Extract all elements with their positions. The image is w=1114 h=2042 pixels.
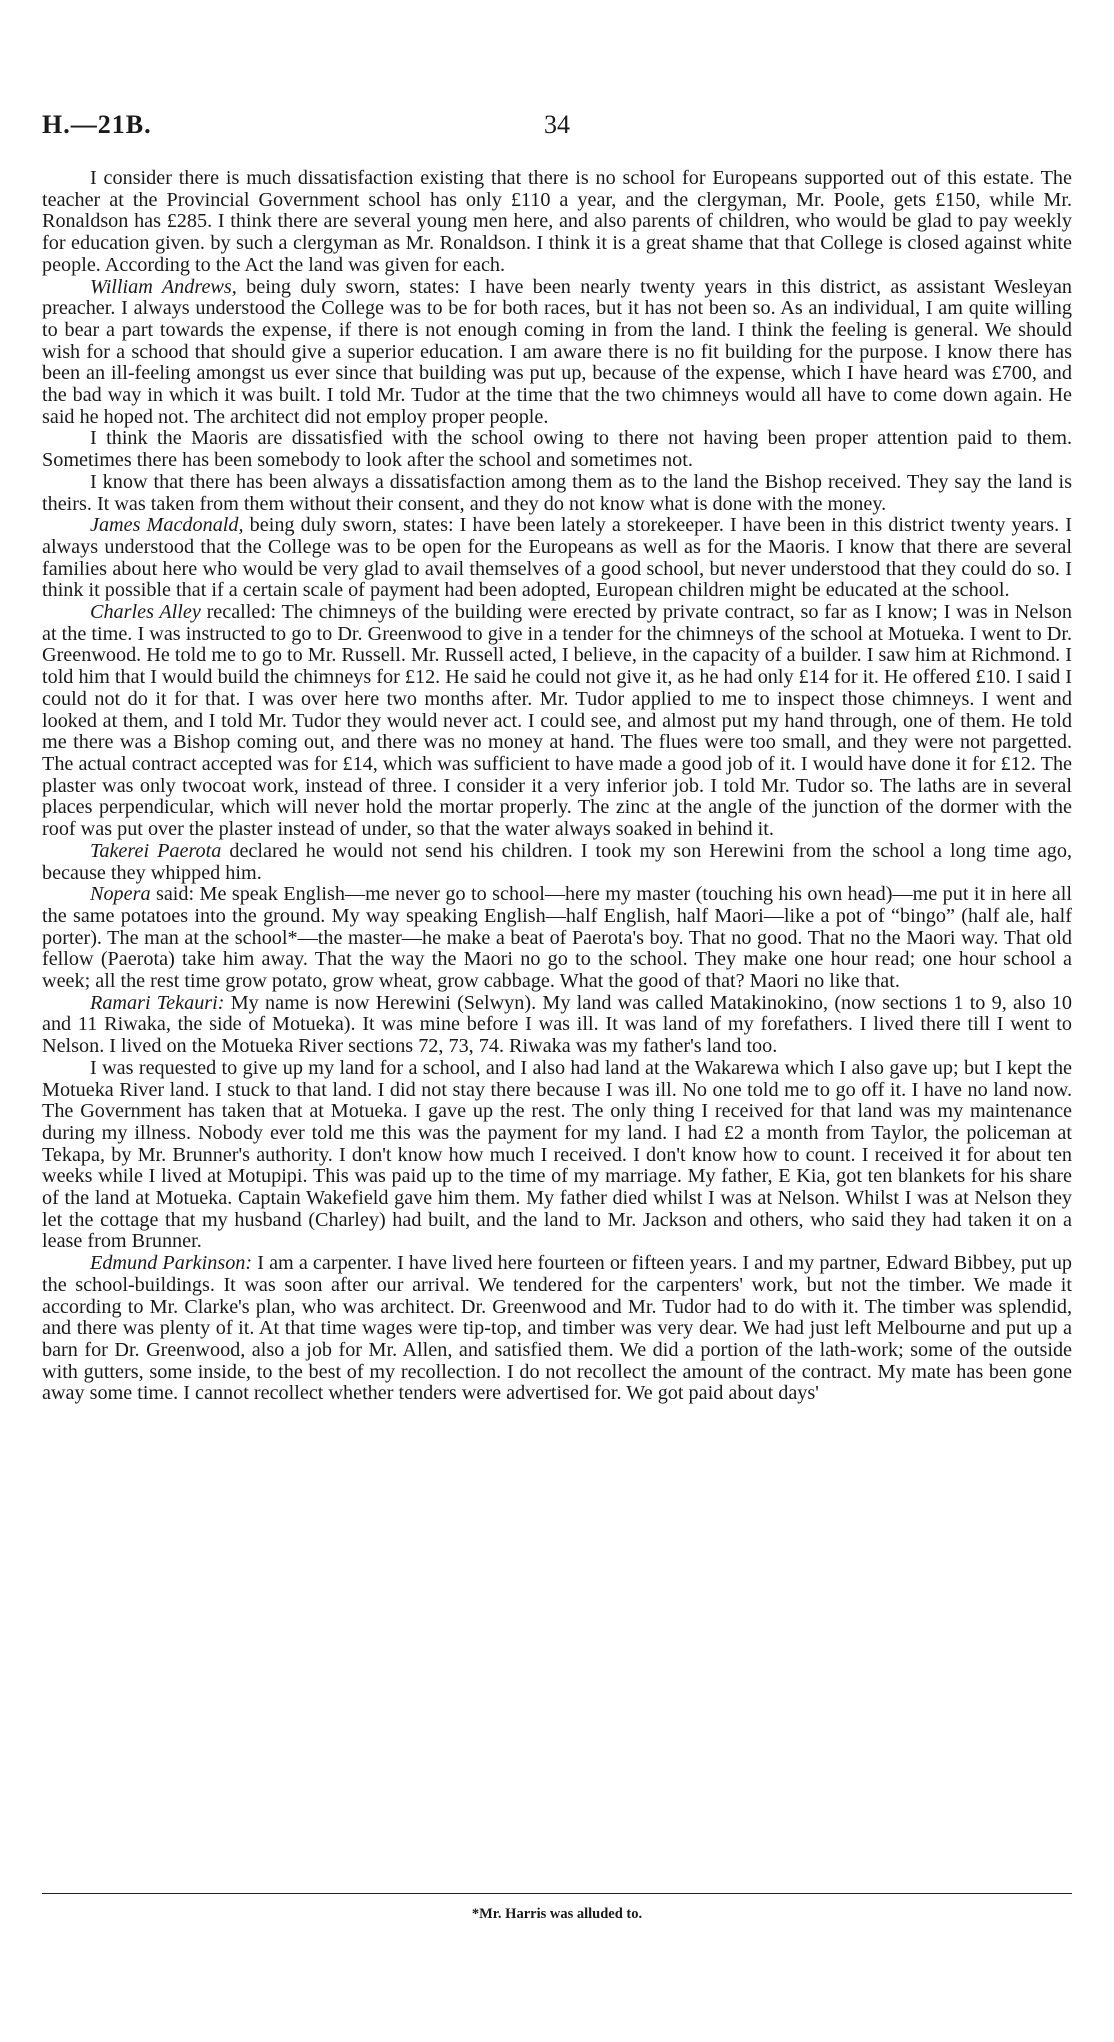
- paragraph-text: I know that there has been always a dissatisfaction among them as to the land the Bishop received. They say the land is theirs. It was taken from them without their consent, and they do not know what is done with the money.: [42, 470, 1072, 515]
- speaker-name: Ramari Tekauri:: [90, 991, 225, 1014]
- paragraph: [42, 472, 1072, 515]
- paragraph-text: being duly sworn, states: I have been nearly twenty years in this district, as assistant Wesleyan preacher. I always understood the College was to be for both races, but it has not been so. As an individual, I am quite willing to bear a part towards the expense, if there is not enough coming in from the land. I think the feeling is general. We should wish for a schood that should give a superior education. I am aware there is no fit building for the purpose. I know there has been an ill-feeling amongst us ever since that building was put up, because of the expense, which I have heard was £700, and the bad way in which it was built. I told Mr. Tudor at the time that the two chimneys would all have to come down again. He said he hoped not. The architect did not employ proper people.: [42, 275, 1072, 428]
- page-header: [42, 110, 1072, 150]
- paragraph-text: declared he would not send his children. I took my son Herewini from the school a long time ago, because they whipped him.: [42, 839, 1072, 884]
- paragraph: [42, 515, 1072, 602]
- footnote: *Mr. Harris was alluded to.: [471, 1906, 643, 1922]
- paragraph: [42, 884, 1072, 993]
- paragraph-text: being duly sworn, states: I have been lately a storekeeper. I have been in this district twenty years. I always understood that the College was to be open for the Europeans as well as for the Maoris. I know that there are several families about here who would be very glad to avail themselves of a good school, but never understood that they could do so. I think it possible that if a certain scale of payment had been adopted, European children might be educated at the school.: [42, 514, 1072, 602]
- paragraph-text: said: Me speak English—me never go to school—here my master (touching his own head)—me put it in here all the same potatoes into the ground. My way speaking English—half English, half Maori—like a pot of “bingo” (half ale, half porter). The man at the school*—the master—he make a beat of Paerota's boy. That no good. That no the Maori way. That old fellow (Paerota) take him away. That the way the Maori no go to the school. They make one hour read; one hour school a week; all the rest time grow potato, grow wheat, grow cabbage. What the good of that? Maori no like that.: [42, 883, 1072, 993]
- footnote-divider: [42, 1893, 1072, 1894]
- paragraph-text: recalled: The chimneys of the building were erected by private contract, so far as I know; I was in Nelson at the time. I was instructed to go to Dr. Greenwood to give in a tender for the chimneys of the school at Motueka. I went to Dr. Greenwood. He told me to go to Mr. Russell. Mr. Russell acted, I believe, in the capacity of a builder. I saw him at Richmond. I told him that I would build the chimneys for £12. He said he could not give it, as he had only £14 for it. He offered £10. I said I could not do it for that. I was over here two months after. Mr. Tudor applied to me to inspect those chimneys. I went and looked at them, and I told Mr. Tudor they would never act. I could see, and almost put my hand through, one of them. He told me there was a Bishop coming out, and there was no money at hand. The flues were too small, and they were not pargetted. The actual contract accepted was for £14, which was sufficient to have made a good job of it. I would have done it for £12. The plaster was only twocoat work, instead of three. I consider it a very inferior job. I told Mr. Tudor so. The laths are in several places perpendicular, which will never hold the mortar properly. The zinc at the angle of the junction of the dormer with the roof was put over the plaster instead of under, so that the water always soaked in behind it.: [42, 601, 1072, 841]
- page-number: 34: [544, 110, 570, 139]
- paragraph: [42, 168, 1072, 277]
- paragraph-text: I am a carpenter. I have lived here fourteen or fifteen years. I and my partner, Edward Bibbey, put up the school-buildings. It was soon after our arrival. We tendered for the carpenters' work, but not the timber. We made it according to Mr. Clarke's plan, who was architect. Dr. Greenwood and Mr. Tudor had to do with it. The timber was splendid, and there was plenty of it. At that time wages were tip-top, and timber was very dear. We had just left Melbourne and put up a barn for Dr. Greenwood, also a job for Mr. Allen, and satisfied them. We did a portion of the lath-work; some of the outside with gutters, some inside, to the best of my recollection. I do not recollect the amount of the contract. My mate has been gone away some time. I cannot recollect whether tenders were advertised for. We got paid about days': [42, 1252, 1073, 1405]
- paragraph-text: I was requested to give up my land for a school, and I also had land at the Wakarewa which I also gave up; but I kept the Motueka River land. I stuck to that land. I did not stay there because I was ill. No one told me to go off it. I have no land now. The Government has taken that at Motueka. I gave up the rest. The only thing I received for that land was my maintenance during my illness. Nobody ever told me this was the payment for my land. I had £2 a month from Taylor, the policeman at Tekapa, by Mr. Brunner's authority. I don't know how much I received. I don't know how to count. I received it for about ten weeks while I lived at Motupipi. This was paid up to the time of my marriage. My father, E Kia, got ten blankets for his share of the land at Motueka. Captain Wakefield gave him them. My father died whilst I was at Nelson. Whilst I was at Nelson they let the cottage that my husband (Charley) had built, and the land to Mr. Jackson and others, who said they had taken it on a lease from Brunner.: [42, 1056, 1072, 1253]
- report-reference: H.—21B.: [42, 110, 152, 139]
- paragraph: [42, 1058, 1072, 1253]
- speaker-name: Edmund Parkinson:: [90, 1252, 253, 1275]
- paragraph: [42, 277, 1072, 429]
- paragraph-text: I consider there is much dissatisfaction existing that there is no school for Europeans supported out of this estate. The teacher at the Provincial Government school has only £110 a year, and the clergyman, Mr. Poole, gets £150, while Mr. Ronaldson has £285. I think there are several young men here, and also parents of children, who would be glad to pay weekly for education given. by such a clergyman as Mr. Ronaldson. I think it is a great shame that that College is closed against white people. According to the Act the land was given for each.: [42, 167, 1072, 276]
- speaker-name: Charles Alley: [90, 601, 201, 624]
- paragraph: [42, 428, 1072, 471]
- speaker-name: James Macdonald,: [90, 514, 244, 537]
- speaker-name: Takerei Paerota: [90, 839, 222, 862]
- paragraph: [42, 993, 1072, 1058]
- testimony-body: [42, 168, 1072, 1405]
- paragraph-text: I think the Maoris are dissatisfied with the school owing to there not having been proper attention paid to them. Sometimes there has been somebody to look after the school and sometimes not.: [42, 427, 1072, 472]
- speaker-name: Nopera: [90, 883, 151, 906]
- paragraph: [42, 841, 1072, 884]
- speaker-name: William Andrews,: [90, 275, 237, 298]
- paragraph-text: My name is now Herewini (Selwyn). My land was called Matakinokino, (now sections 1 to 9, also 10 and 11 Riwaka, the side of Motueka). It was mine before I was ill. It was land of my forefathers. I lived there till I went to Nelson. I lived on the Motueka River sections 72, 73, 74. Riwaka was my father's land too.: [42, 991, 1072, 1058]
- paragraph: [42, 602, 1072, 841]
- paragraph: [42, 1253, 1072, 1405]
